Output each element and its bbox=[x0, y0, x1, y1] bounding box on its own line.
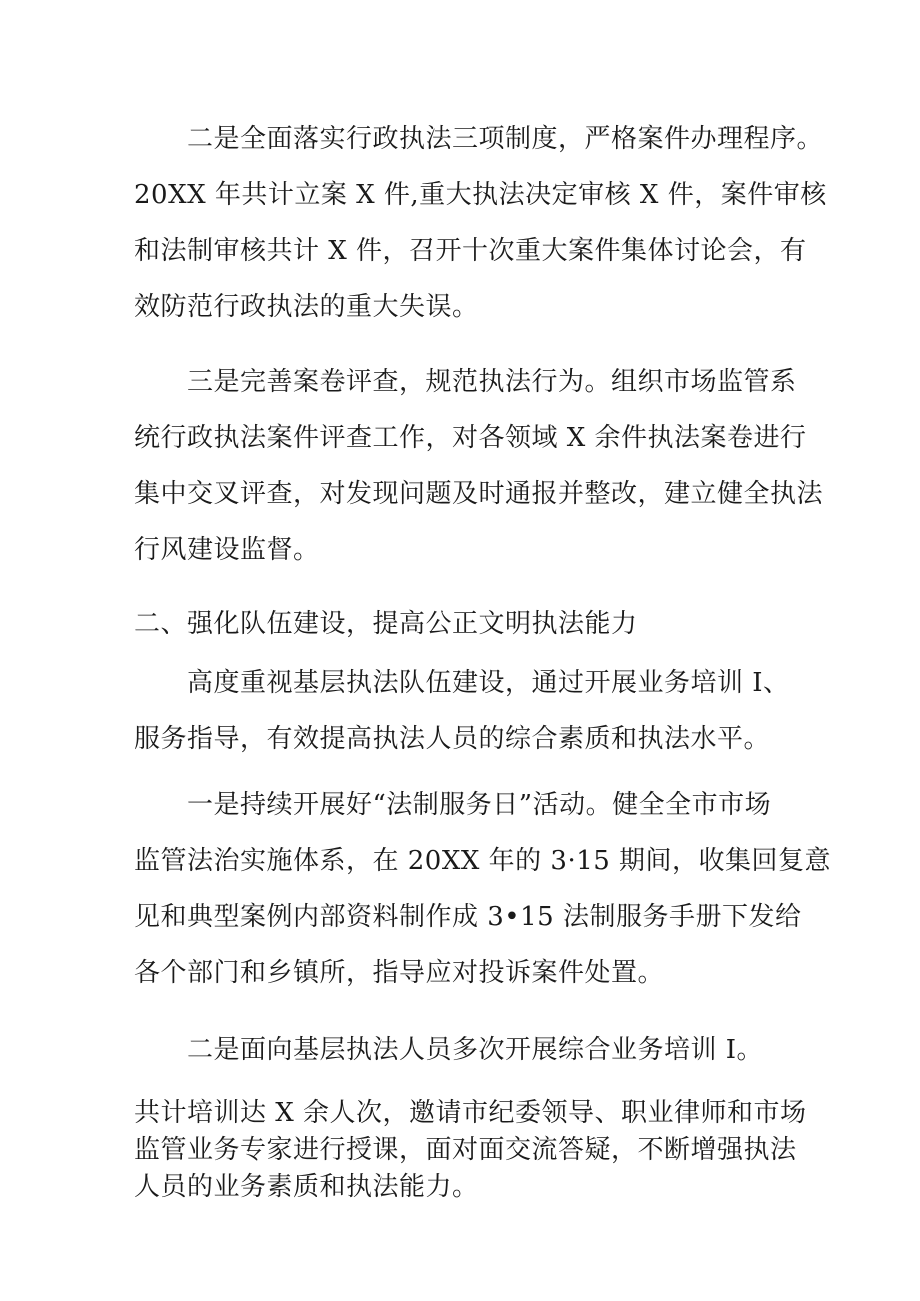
section-heading bbox=[134, 596, 794, 652]
paragraph-legal-service-day bbox=[134, 777, 832, 1001]
text-line: 效防范行政执法的重大失误。 bbox=[134, 292, 479, 322]
text-line: 二是全面落实行政执法三项制度，严格案件办理程序。 bbox=[134, 124, 824, 154]
text-line: 服务指导，有效提高执法人员的综合素质和执法水平。 bbox=[134, 724, 771, 754]
paragraph-case-review bbox=[134, 354, 824, 578]
text-line: 人员的业务素质和执法能力。 bbox=[134, 1172, 479, 1202]
paragraph-team-building bbox=[134, 655, 794, 767]
text-line: 各个部门和乡镇所，指导应对投诉案件处置。 bbox=[134, 958, 665, 988]
text-line: 统行政执法案件评查工作，对各领域 X 余件执法案卷进行 bbox=[134, 423, 807, 453]
text-line: 20XX 年共计立案 X 件,重大执法决定审核 X 件，案件审核 bbox=[134, 180, 827, 210]
text-line: 监管业务专家进行授课，面对面交流答疑，不断增强执法 bbox=[134, 1135, 797, 1165]
text-line: 二是面向基层执法人员多次开展综合业务培训 I。 bbox=[134, 1035, 764, 1065]
text-line: 见和典型案例内部资料制作成 3•15 法制服务手册下发给 bbox=[134, 902, 802, 932]
paragraph-three-systems bbox=[134, 111, 827, 335]
text-line: 高度重视基层执法队伍建设，通过开展业务培训 I、 bbox=[134, 668, 790, 698]
text-line: 共计培训达 X 余人次，邀请市纪委领导、职业律师和市场 bbox=[134, 1098, 807, 1128]
text-line: 行风建设监督。 bbox=[134, 535, 320, 565]
paragraph-training-detail bbox=[134, 1095, 807, 1206]
text-line: 监管法治实施体系，在 20XX 年的 3·15 期间，收集回复意 bbox=[134, 846, 832, 876]
text-line: 一是持续开展好“法制服务日”活动。健全全市市场 bbox=[134, 790, 772, 820]
text-line: 和法制审核共计 X 件，召开十次重大案件集体讨论会，有 bbox=[134, 236, 807, 266]
text-line: 集中交叉评查，对发现问题及时通报并整改，建立健全执法 bbox=[134, 479, 824, 509]
paragraph-training bbox=[134, 1022, 794, 1078]
text-line: 三是完善案卷评查，规范执法行为。组织市场监管系 bbox=[134, 367, 797, 397]
heading-line: 二、强化队伍建设，提高公正文明执法能力 bbox=[134, 609, 638, 639]
